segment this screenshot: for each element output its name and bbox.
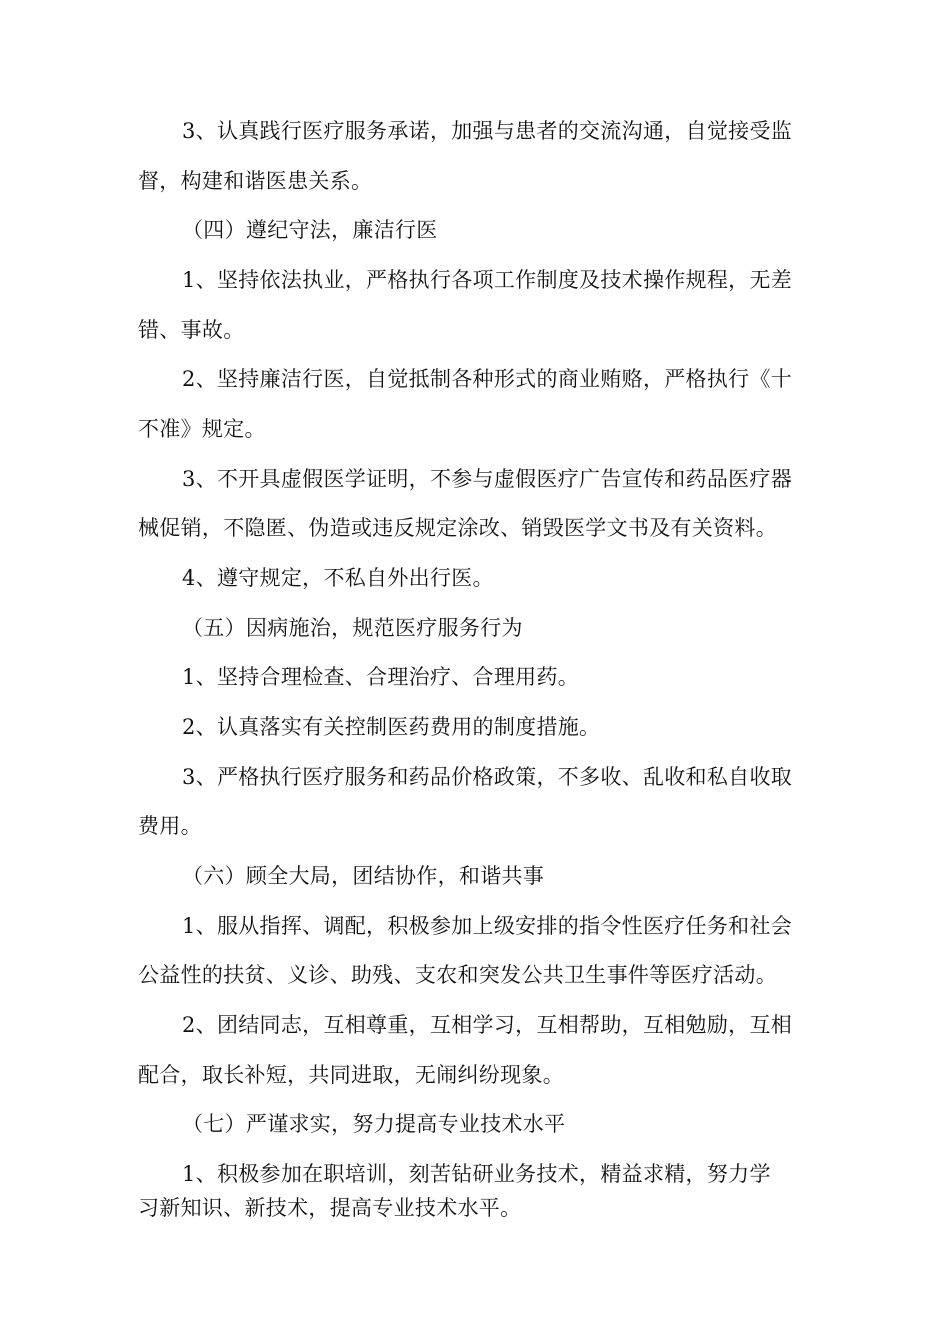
paragraph-line: 3、不开具虚假医学证明，不参与虚假医疗广告宣传和药品医疗器 — [182, 467, 793, 491]
paragraph-line: 督，构建和谐医患关系。 — [138, 169, 373, 193]
paragraph-line: 公益性的扶贫、义诊、助残、支农和突发公共卫生事件等医疗活动。 — [138, 963, 777, 987]
paragraph-line: 3、严格执行医疗服务和药品价格政策，不多收、乱收和私自收取 — [182, 765, 793, 789]
paragraph-line: 4、遵守规定，不私自外出行医。 — [182, 566, 494, 590]
section-heading: （五）因病施治，规范医疗服务行为 — [182, 616, 523, 640]
paragraph-line: 错、事故。 — [138, 318, 245, 342]
paragraph-line: 习新知识、新技术，提高专业技术水平。 — [138, 1196, 522, 1220]
paragraph-line: 不准》规定。 — [138, 417, 266, 441]
paragraph-line: 2、坚持廉洁行医，自觉抵制各种形式的商业贿赂，严格执行《十 — [182, 367, 793, 391]
paragraph-line: 2、认真落实有关控制医药费用的制度措施。 — [182, 715, 601, 739]
paragraph-line: 1、服从指挥、调配，积极参加上级安排的指令性医疗任务和社会 — [182, 914, 793, 938]
section-heading: （六）顾全大局，团结协作，和谐共事 — [182, 864, 545, 888]
paragraph-line: 1、坚持合理检查、合理治疗、合理用药。 — [182, 665, 580, 689]
paragraph-line: 费用。 — [138, 814, 202, 838]
section-heading: （四）遵纪守法，廉洁行医 — [182, 218, 438, 242]
section-heading: （七）严谨求实，努力提高专业技术水平 — [182, 1112, 566, 1136]
paragraph-line: 1、坚持依法执业，严格执行各项工作制度及技术操作规程，无差 — [182, 268, 793, 292]
paragraph-line: 械促销，不隐匿、伪造或违反规定涂改、销毁医学文书及有关资料。 — [138, 516, 777, 540]
paragraph-line: 1、积极参加在职培训，刻苦钻研业务技术，精益求精，努力学 — [182, 1162, 771, 1186]
paragraph-line: 2、团结同志，互相尊重，互相学习，互相帮助，互相勉励，互相 — [182, 1013, 793, 1037]
paragraph-line: 配合，取长补短，共同进取，无闹纠纷现象。 — [138, 1063, 564, 1087]
paragraph-line: 3、认真践行医疗服务承诺，加强与患者的交流沟通，自觉接受监 — [182, 119, 793, 143]
